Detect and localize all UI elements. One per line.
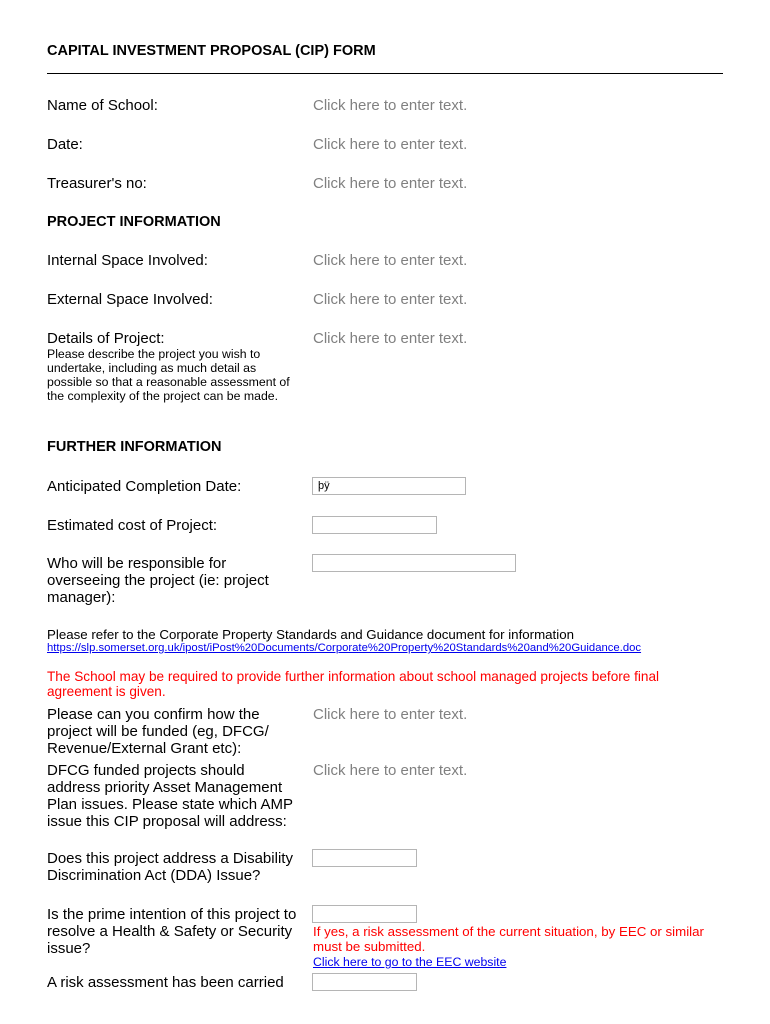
project-details-label: Details of Project: bbox=[47, 330, 165, 347]
date-field[interactable]: Click here to enter text. bbox=[313, 136, 468, 153]
dda-input[interactable] bbox=[312, 849, 417, 867]
title-divider bbox=[47, 73, 723, 74]
project-details-help: Please describe the project you wish to undertake, including as much detail as possible so that a reasonable assessment of the complexity of the project can be made. bbox=[47, 347, 290, 403]
project-manager-input[interactable] bbox=[312, 554, 516, 572]
dfcg-field[interactable]: Click here to enter text. bbox=[313, 762, 468, 779]
standards-document-link[interactable]: https://slp.somerset.org.uk/ipost/iPost%20Documents/Corporate%20Property%20Standards%20and%20Guidance.doc bbox=[47, 642, 642, 654]
school-name-label: Name of School: bbox=[47, 97, 158, 114]
further-information-heading: FURTHER INFORMATION bbox=[47, 439, 222, 455]
external-space-field[interactable]: Click here to enter text. bbox=[313, 291, 468, 308]
project-information-heading: PROJECT INFORMATION bbox=[47, 214, 221, 230]
health-safety-question: Is the prime intention of this project to resolve a Health & Safety or Security issue? bbox=[47, 906, 297, 957]
internal-space-field[interactable]: Click here to enter text. bbox=[313, 252, 468, 269]
page-title: CAPITAL INVESTMENT PROPOSAL (CIP) FORM bbox=[47, 43, 376, 59]
school-name-field[interactable]: Click here to enter text. bbox=[313, 97, 468, 114]
completion-date-input[interactable] bbox=[312, 477, 466, 495]
estimated-cost-label: Estimated cost of Project: bbox=[47, 517, 218, 534]
health-safety-input[interactable] bbox=[312, 905, 417, 923]
completion-date-label: Anticipated Completion Date: bbox=[47, 478, 242, 495]
external-space-label: External Space Involved: bbox=[47, 291, 213, 308]
funding-question: Please can you confirm how the project will be funded (eg, DFCG/ Revenue/External Grant etc): bbox=[47, 706, 269, 757]
risk-assessment-question: A risk assessment has been carried bbox=[47, 974, 284, 991]
health-safety-note: If yes, a risk assessment of the current situation, by EEC or similar must be submitted. bbox=[313, 924, 704, 954]
treasurer-no-field[interactable]: Click here to enter text. bbox=[313, 175, 468, 192]
funding-field[interactable]: Click here to enter text. bbox=[313, 706, 468, 723]
refer-text: Please refer to the Corporate Property Standards and Guidance document for information bbox=[47, 627, 574, 642]
dfcg-question: DFCG funded projects should address priority Asset Management Plan issues. Please state which AMP issue this CIP proposal will address: bbox=[47, 762, 293, 830]
eec-website-link[interactable]: Click here to go to the EEC website bbox=[313, 955, 507, 969]
notice-text: The School may be required to provide further information about school managed projects before final agreement is given. bbox=[47, 669, 660, 699]
date-label: Date: bbox=[47, 136, 83, 153]
treasurer-no-label: Treasurer's no: bbox=[47, 175, 147, 192]
completion-date-value: þÿ bbox=[318, 480, 330, 492]
dda-question: Does this project address a Disability Discrimination Act (DDA) Issue? bbox=[47, 850, 293, 884]
estimated-cost-input[interactable] bbox=[312, 516, 437, 534]
project-details-field[interactable]: Click here to enter text. bbox=[313, 330, 468, 347]
internal-space-label: Internal Space Involved: bbox=[47, 252, 208, 269]
project-manager-label: Who will be responsible for overseeing the project (ie: project manager): bbox=[47, 555, 269, 606]
risk-assessment-input[interactable] bbox=[312, 973, 417, 991]
